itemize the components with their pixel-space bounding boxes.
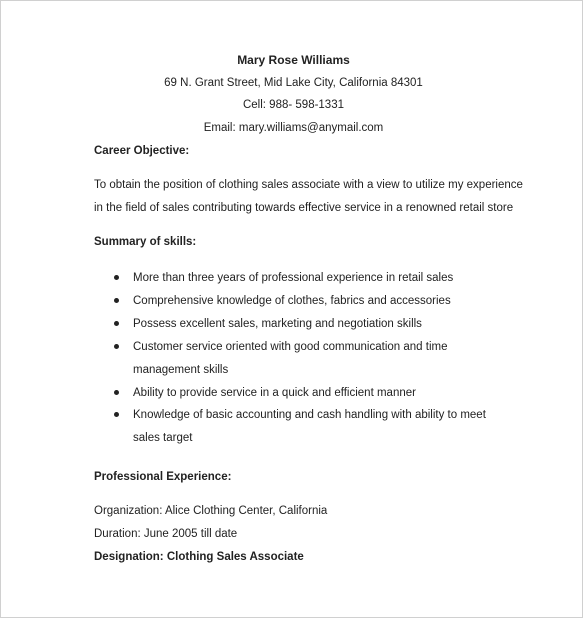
skills-heading: Summary of skills: <box>94 236 197 248</box>
bullet-icon <box>114 412 119 417</box>
skill-item <box>114 267 504 290</box>
bullet-icon <box>114 275 119 280</box>
skill-text: Possess excellent sales, marketing and negotiation skills <box>133 318 422 330</box>
skill-text: Customer service oriented with good communication and time management skills <box>133 341 448 376</box>
bullet-icon <box>114 321 119 326</box>
skill-text: More than three years of professional experience in retail sales <box>133 272 454 284</box>
career-objective-line-2: in the field of sales contributing towards effective service in a renowned retail store <box>94 202 514 214</box>
bullet-icon <box>114 298 119 303</box>
resume-address: 69 N. Grant Street, Mid Lake City, California 84301 <box>164 77 423 89</box>
skill-text: Ability to provide service in a quick and efficient manner <box>133 387 416 399</box>
career-objective-heading: Career Objective: <box>94 145 190 157</box>
skill-item <box>114 382 504 405</box>
experience-designation: Designation: Clothing Sales Associate <box>94 551 304 563</box>
bullet-icon <box>114 344 119 349</box>
skill-item <box>114 290 504 313</box>
career-objective-line-1: To obtain the position of clothing sales associate with a view to utilize my experience <box>94 179 523 191</box>
skill-text: Comprehensive knowledge of clothes, fabrics and accessories <box>133 295 451 307</box>
resume-name: Mary Rose Williams <box>237 53 350 67</box>
skill-text: Knowledge of basic accounting and cash handling with ability to meet sales target <box>133 409 486 444</box>
bullet-icon <box>114 390 119 395</box>
resume-cell: Cell: 988- 598-1331 <box>242 99 344 111</box>
experience-organization: Organization: Alice Clothing Center, California <box>94 505 328 517</box>
experience-heading: Professional Experience: <box>94 471 232 483</box>
skill-item <box>114 336 504 382</box>
resume-email: Email: mary.williams@anymail.com <box>203 122 384 134</box>
skill-item <box>114 313 504 336</box>
experience-duration: Duration: June 2005 till date <box>94 528 238 540</box>
skill-item <box>114 404 504 450</box>
